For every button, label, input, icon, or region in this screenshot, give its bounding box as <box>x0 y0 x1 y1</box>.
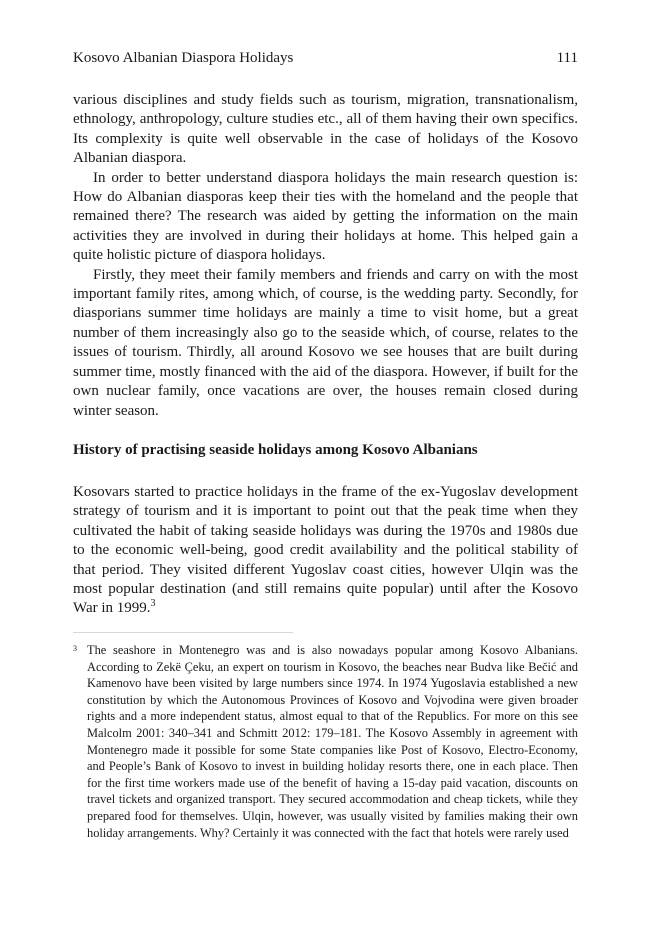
footnote-number: 3 <box>73 644 77 653</box>
page-number: 111 <box>556 50 578 66</box>
paragraph-text: Kosovars started to practice holidays in the frame of the ex-Yugoslav development strategy of tourism and it is important to point out that the peak time when they cultivated the habit of taking seaside holidays was during the 1970s and 1980s due to the economic well-being, good credit availability and the political stability of that period. They visited different Yugoslav coast cities, however Ulqin was the most popular destination (and still remains quite popular) until after the Kosovo War in 1999. <box>73 484 578 617</box>
footnote-divider <box>73 632 293 633</box>
footnote <box>73 642 578 841</box>
paragraph: In order to better understand diaspora holidays the main research question is: How do Albanian diasporas keep their ties with the homeland and the people that remained there? The research was aided by getting the information on the main activities they are involved in during their holidays at home. This helped gain a quite holistic picture of diaspora holidays. <box>73 169 578 264</box>
running-header <box>73 48 578 68</box>
section-heading: History of practising seaside holidays among Kosovo Albanians <box>73 442 478 458</box>
footnote-text: The seashore in Montenegro was and is also nowadays popular among Kosovo Albanians. According to Zekë Çeku, an expert on tourism in Kosovo, the beaches near Budva like Bečić and Kamenovo have been visited by large numbers since 1974. In 1974 Yugoslavia established a new constitution by which the Autonomous Provinces of Kosovo and Vojvodina were given broader rights and a more independent status, almost equal to that of the Republics. For more on this see Malcolm 2001: 340–341 and Schmitt 2012: 179–181. The Kosovo Assembly in agreement with Montenegro made it possible for some State companies like Post of Kosovo, Electro-Economy, and People’s Bank of Kosovo to invest in building holiday resorts there, one in each place. Then for the first time workers made use of the benefit of having a 15-day paid vacation, discounts on travel tickets and organized transport. They secured accommodation and cheap tickets, while they prepared food for themselves. Ulqin, however, was usually visited by families making their own holiday arrangements. Why? Certainly it was connected with the fact that hotels were rarely used <box>87 643 578 840</box>
paragraph: Firstly, they meet their family members and friends and carry on with the most important family rites, among which, of course, is the wedding party. Secondly, for diasporians summer time holidays are mainly a time to visit home, but a great number of them increasingly also go to the seaside which, of course, relates to the issues of tourism. Thirdly, all around Kosovo we see houses that are built during summer time, mostly financed with the aid of the diaspora. However, if built for the own nuclear family, once vacations are over, the houses remain closed during winter season. <box>73 266 578 419</box>
section-text-block <box>73 483 578 619</box>
footnote-reference[interactable]: 3 <box>150 598 156 610</box>
paragraph <box>73 483 578 619</box>
running-title: Kosovo Albanian Diaspora Holidays <box>73 50 294 66</box>
intro-text-block <box>73 91 578 421</box>
paragraph: various disciplines and study fields such as tourism, migration, transnationalism, ethnology, anthropology, culture studies etc., all of them having their own specifics. Its complexity is quite well observable in the case of holidays of the Kosovo Albanian diaspora. <box>73 92 578 167</box>
